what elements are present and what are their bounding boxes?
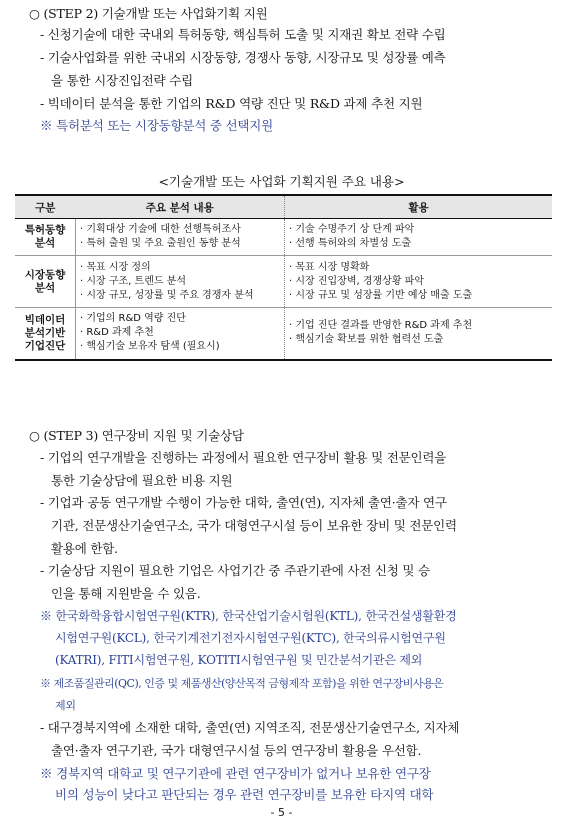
row-use bbox=[285, 219, 553, 256]
list-item: · 시장 규모 및 성장률 기반 예상 매출 도출 bbox=[289, 289, 473, 301]
step3-note-2: ※ 제조품질관리(QC), 인증 및 제품생산(양산목적 금형제작 포함)을 위한 연구장비사용은 bbox=[40, 677, 444, 690]
row-analysis bbox=[76, 308, 285, 360]
row-category: 시장동향 분석 bbox=[15, 256, 76, 308]
page-number: - 5 - bbox=[270, 806, 293, 819]
step3-note-1-cont1: 시험연구원(KCL), 한국기계전기전자시험연구원(KTC), 한국의류시험연구원 bbox=[55, 631, 446, 645]
table-row bbox=[15, 219, 552, 256]
step3-bullet-3-cont: 인을 통해 지원받을 수 있음. bbox=[51, 586, 201, 601]
step3-note-2-cont: 제외 bbox=[55, 699, 76, 712]
step3-bullet-2-cont1: 기관, 전문생산기술연구소, 국가 대형연구시설 등이 보유한 장비 및 전문인력 bbox=[51, 518, 457, 533]
list-item: · 목표 시장 명확화 bbox=[289, 261, 370, 273]
list-item: · 시장 구조, 트렌드 분석 bbox=[80, 275, 187, 287]
table-caption: <기술개발 또는 사업화 기획지원 주요 내용> bbox=[158, 174, 405, 189]
header-use: 활용 bbox=[285, 195, 553, 219]
row-analysis bbox=[76, 219, 285, 256]
step3-bullet-3: - 기술상담 지원이 필요한 기업은 사업기간 중 주관기관에 사전 신청 및 승 bbox=[40, 563, 430, 578]
step3-note-1-cont2: (KATRI), FITI시험연구원, KOTITI시험연구원 및 민간분석기관은 제외 bbox=[55, 653, 423, 667]
table-header-row bbox=[15, 195, 552, 219]
list-item: · R&D 과제 추천 bbox=[80, 327, 154, 339]
list-item: · 기획대상 기술에 대한 선행특허조사 bbox=[80, 224, 241, 235]
step3-bullet-4: - 대구경북지역에 소재한 대학, 출연(연) 지역조직, 전문생산기술연구소, 지자체 bbox=[40, 720, 460, 735]
list-item: · 특허 출원 및 주요 출원인 동향 분석 bbox=[80, 238, 241, 249]
step2-bullet-2-cont: 을 통한 시장진입전략 수립 bbox=[51, 73, 193, 88]
list-item: · 핵심기술 확보를 위한 협력선 도출 bbox=[289, 334, 444, 346]
step3-note-1: ※ 한국화학융합시험연구원(KTR), 한국산업기술시험원(KTL), 한국건설생활환경 bbox=[40, 609, 457, 623]
step3-bullet-2: - 기업과 공동 연구개발 수행이 가능한 대학, 출연(연), 지자체 출연·출자 연구 bbox=[40, 495, 447, 510]
step3-note-3: ※ 경북지역 대학교 및 연구기관에 관련 연구장비가 없거나 보유한 연구장 bbox=[40, 766, 431, 781]
step2-bullet-2: - 기술사업화를 위한 국내외 시장동향, 경쟁사 동향, 시장규모 및 성장률 예측 bbox=[40, 50, 446, 65]
list-item: · 기업 진단 결과를 반영한 R&D 과제 추천 bbox=[289, 320, 473, 332]
header-category: 구분 bbox=[15, 195, 76, 219]
step2-heading: ○ (STEP 2) 기술개발 또는 사업화기획 지원 bbox=[29, 6, 268, 21]
list-item: · 기업의 R&D 역량 진단 bbox=[80, 313, 186, 325]
step2-bullet-1: - 신청기술에 대한 국내외 특허동향, 핵심특허 도출 및 지재권 확보 전략 수립 bbox=[40, 27, 446, 42]
header-analysis: 주요 분석 내용 bbox=[76, 195, 285, 219]
table-row bbox=[15, 256, 552, 308]
row-use bbox=[285, 256, 553, 308]
step3-bullet-1: - 기업의 연구개발을 진행하는 과정에서 필요한 연구장비 활용 및 전문인력을 bbox=[40, 450, 447, 465]
step2-bullet-3: - 빅데이터 분석을 통한 기업의 R&D 역량 진단 및 R&D 과제 추천 지원 bbox=[40, 96, 423, 111]
support-table bbox=[15, 194, 552, 361]
step3-bullet-2-cont2: 활용에 한함. bbox=[51, 541, 118, 556]
row-use bbox=[285, 308, 553, 360]
list-item: · 시장 진입장벽, 경쟁상황 파악 bbox=[289, 275, 424, 287]
row-category: 빅데이터 분석기반 기업진단 bbox=[15, 308, 76, 360]
row-analysis bbox=[76, 256, 285, 308]
list-item: · 목표 시장 정의 bbox=[80, 261, 151, 273]
list-item: · 선행 특허와의 차별성 도출 bbox=[289, 238, 412, 249]
list-item: · 기술 수명주기 상 단계 파악 bbox=[289, 224, 415, 235]
row-category: 특허동향 분석 bbox=[15, 219, 76, 256]
step2-note: ※ 특허분석 또는 시장동향분석 중 선택지원 bbox=[40, 118, 274, 133]
list-item: · 핵심기술 보유자 탐색 (필요시) bbox=[80, 341, 220, 353]
step3-heading: ○ (STEP 3) 연구장비 지원 및 기술상담 bbox=[29, 428, 244, 443]
step3-note-3-cont: 비의 성능이 낮다고 판단되는 경우 관련 연구장비를 보유한 타지역 대학 bbox=[55, 787, 434, 802]
table-row bbox=[15, 308, 552, 360]
step3-bullet-1-cont: 통한 기술상담에 필요한 비용 지원 bbox=[51, 473, 233, 488]
list-item: · 시장 규모, 성장률 및 주요 경쟁자 분석 bbox=[80, 289, 254, 301]
step3-bullet-4-cont: 출연·출자 연구기관, 국가 대형연구시설 등의 연구장비 활용을 우선함. bbox=[51, 743, 422, 758]
